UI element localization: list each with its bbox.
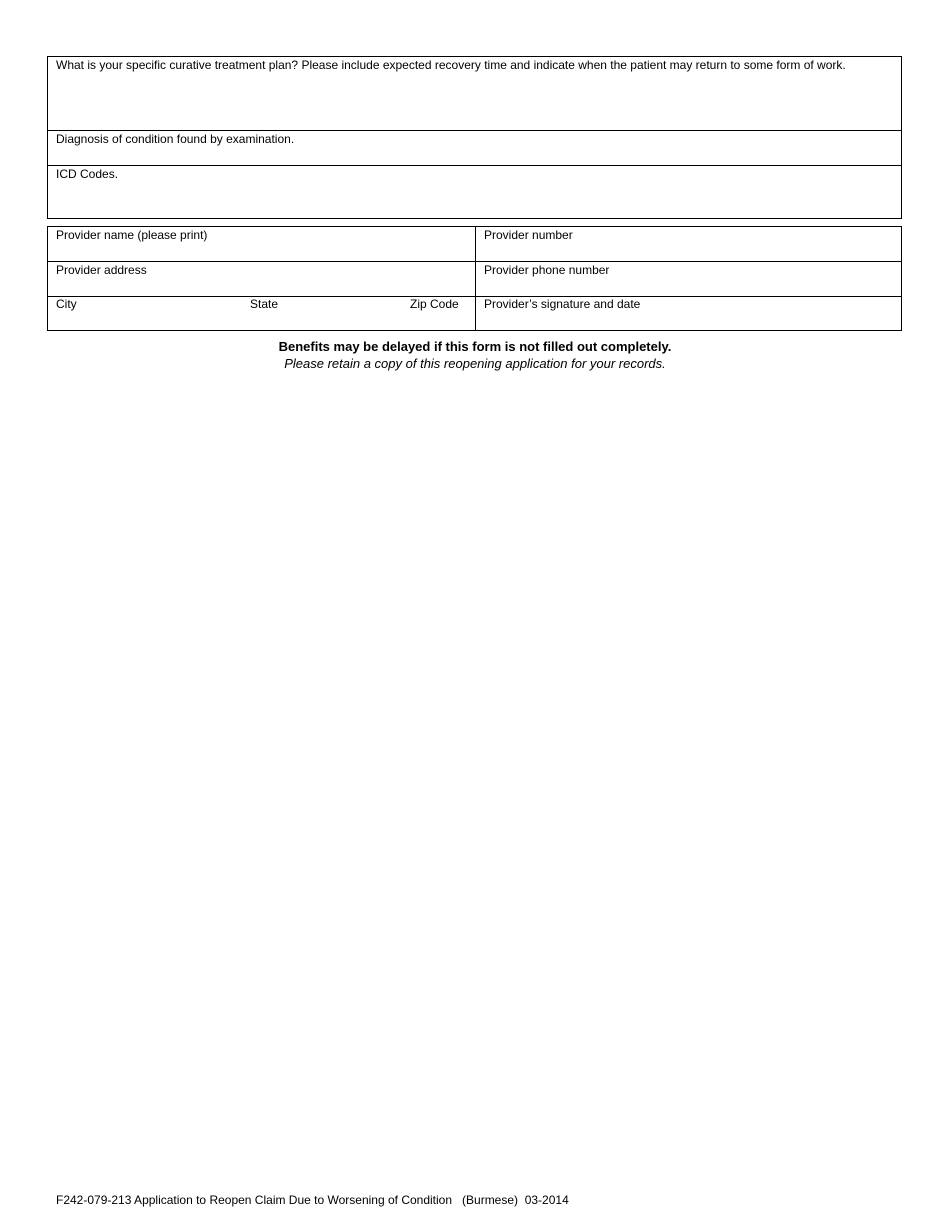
- treatment-table: [47, 56, 902, 219]
- city-label: City: [56, 297, 77, 311]
- state-label: State: [250, 297, 279, 311]
- divider: [48, 296, 901, 297]
- form-footer: F242-079-213 Application to Reopen Claim Due to Worsening of Condition (Burmese) 03-2014: [56, 1193, 569, 1207]
- provider-signature-label: Provider’s signature and date: [484, 297, 641, 311]
- divider: [48, 165, 901, 166]
- retain-copy-notice: Please retain a copy of this reopening application for your records.: [284, 356, 666, 371]
- provider-address-label: Provider address: [56, 263, 147, 277]
- curative-plan-label: What is your specific curative treatment plan? Please include expected recovery time and indicate when the patient may return to some form of work.: [56, 58, 846, 72]
- provider-phone-label: Provider phone number: [484, 263, 610, 277]
- provider-name-label: Provider name (please print): [56, 228, 208, 242]
- icd-codes-label: ICD Codes.: [56, 167, 119, 181]
- zip-code-label: Zip Code: [410, 297, 459, 311]
- column-divider: [475, 227, 476, 330]
- diagnosis-label: Diagnosis of condition found by examination.: [56, 132, 295, 146]
- divider: [48, 130, 901, 131]
- divider: [48, 261, 901, 262]
- provider-table: [47, 226, 902, 331]
- delay-warning: Benefits may be delayed if this form is not filled out completely.: [278, 339, 672, 354]
- provider-number-label: Provider number: [484, 228, 573, 242]
